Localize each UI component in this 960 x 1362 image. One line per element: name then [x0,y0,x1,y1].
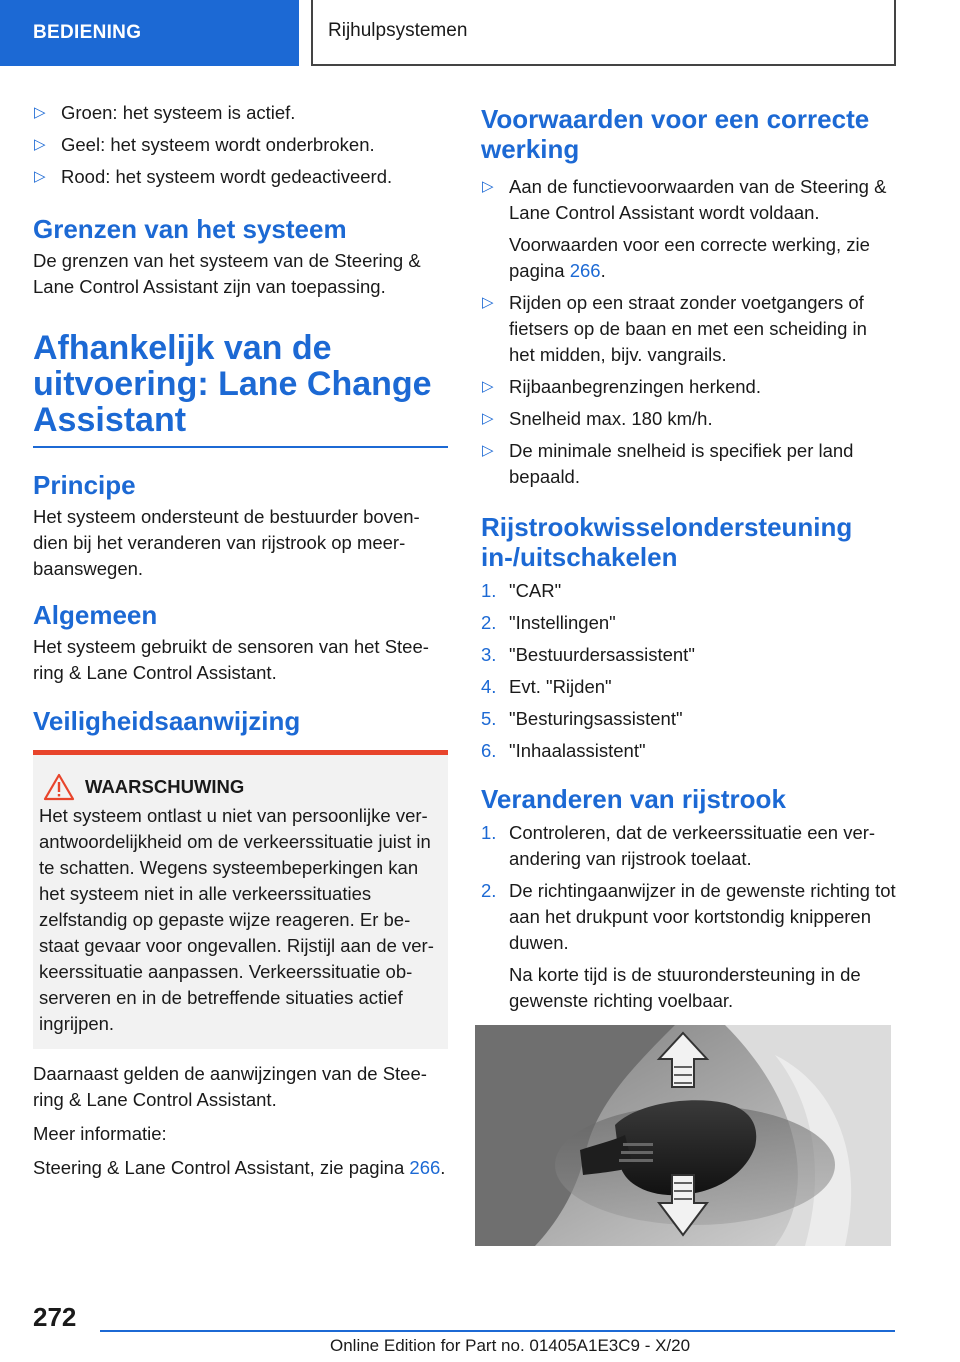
heading-veranderen: Veranderen van rijstrook [481,784,786,814]
chapter-title: Rijhulpsystemen [311,0,896,66]
triangle-bullet-icon: ▷ [482,294,494,311]
heading-principe: Principe [33,470,136,500]
warning-text: Het systeem ontlast u niet van persoonlijke verantwoordelijkheid om de verkeerssituatie juist in te schatten. Wegens systeembeperkingen kan het systeem niet in alle verkeerssituaties zelfstandig op gepaste wijze reageren. Er bestaat gevaar voor ongevallen. Rijstijl aan de verkeerssituatie aanpassen. Verkeerssituatie observeren en in de betreffende situaties actief ingrijpen. [39,805,434,1034]
paragraph-reference: Steering & Lane Control Assistant, zie pagina 266. [33,1157,446,1178]
voorwaarden-list [481,174,896,490]
heading-algemeen: Algemeen [33,600,158,630]
list-item: 4. Evt. "Rijden" [481,676,612,697]
page-link-266[interactable]: 266 [409,1157,441,1178]
heading-inschakelen: Rijstrookwisselondersteuning in-/uitschakelen [481,512,853,572]
paragraph-daarnaast: Daarnaast gelden de aanwijzingen van de Steering & Lane Control Assistant. [33,1063,427,1110]
inschakelen-steps [481,578,896,764]
turn-signal-lever-illustration [475,1025,891,1246]
turn-signal-lever-icon [475,1025,891,1246]
heading-voorwaarden: Voorwaarden voor een correcte werking [481,104,870,164]
triangle-bullet-icon: ▷ [34,168,46,185]
veranderen-steps [481,820,896,1014]
list-item: 2. "Instellingen" [481,612,616,633]
warning-box [33,750,448,1049]
list-item: 5. "Besturingsassistent" [481,708,683,729]
page-number: 272 [33,1302,77,1332]
triangle-bullet-icon: ▷ [482,442,494,459]
left-column [33,100,448,1189]
triangle-bullet-icon: ▷ [482,378,494,395]
list-item: ▷ Aan de functievoorwaarden van de Steering & Lane Control Assistant wordt voldaan. Voorwaarden voor een correcte werking, zie pagina 266. [482,176,887,281]
list-item: ▷ Rijden op een straat zonder voetgangers of fietsers op de baan en met een scheiding in het midden, bijv. vangrails. [482,292,867,365]
list-item: 6. "Inhaalassistent" [481,740,646,761]
list-item: ▷ Groen: het systeem is actief. [33,100,448,126]
list-item: 2. De richtingaanwijzer in de gewenste richting tot aan het drukpunt voor kortstondig knipperen duwen. Na korte tijd is de stuurondersteuning in de gewenste richting voelbaar. [481,880,896,1011]
paragraph-principe: Het systeem ondersteunt de bestuurder bovendien bij het veranderen van rijstrook op meerbaanswegen. [33,506,420,579]
triangle-bullet-icon: ▷ [34,136,46,153]
triangle-bullet-icon: ▷ [482,178,494,195]
paragraph-meer-info: Meer informatie: [33,1123,167,1144]
list-item: ▷ Geel: het systeem wordt onderbroken. [33,132,448,158]
list-item: 1. "CAR" [481,580,562,601]
footer-edition: Online Edition for Part no. 01405A1E3C9 - X/20 [330,1336,691,1355]
triangle-bullet-icon: ▷ [482,410,494,427]
list-item: ▷ Rood: het systeem wordt gedeactiveerd. [33,164,448,190]
status-list [33,100,448,190]
heading-lane-change-assistant: Afhankelijk van de uitvoering: Lane Change Assistant [33,330,448,448]
list-item: 1. Controleren, dat de verkeerssituatie een verandering van rijstrook toelaat. [481,822,876,869]
footer-divider [100,1330,895,1332]
heading-grenzen: Grenzen van het systeem [33,214,347,244]
list-item: ▷ De minimale snelheid is specifiek per land bepaald. [482,440,854,487]
page-header [0,0,960,66]
warning-triangle-icon [43,773,75,801]
page-link-266[interactable]: 266 [569,260,601,281]
section-tab: BEDIENING [0,0,299,66]
triangle-bullet-icon: ▷ [34,104,46,121]
list-item: ▷ Snelheid max. 180 km/h. [481,406,896,432]
paragraph-algemeen: Het systeem gebruikt de sensoren van het Steering & Lane Control Assistant. [33,636,429,683]
list-item: 3. "Bestuurdersassistent" [481,644,695,665]
heading-veiligheid: Veiligheidsaanwijzing [33,706,301,736]
list-item: ▷ Rijbaanbegrenzingen herkend. [481,374,896,400]
paragraph-grenzen: De grenzen van het systeem van de Steering & Lane Control Assistant zijn van toepassing. [33,250,421,297]
warning-header [39,773,440,801]
warning-label: WAARSCHUWING [85,776,245,797]
right-column [481,100,896,1020]
